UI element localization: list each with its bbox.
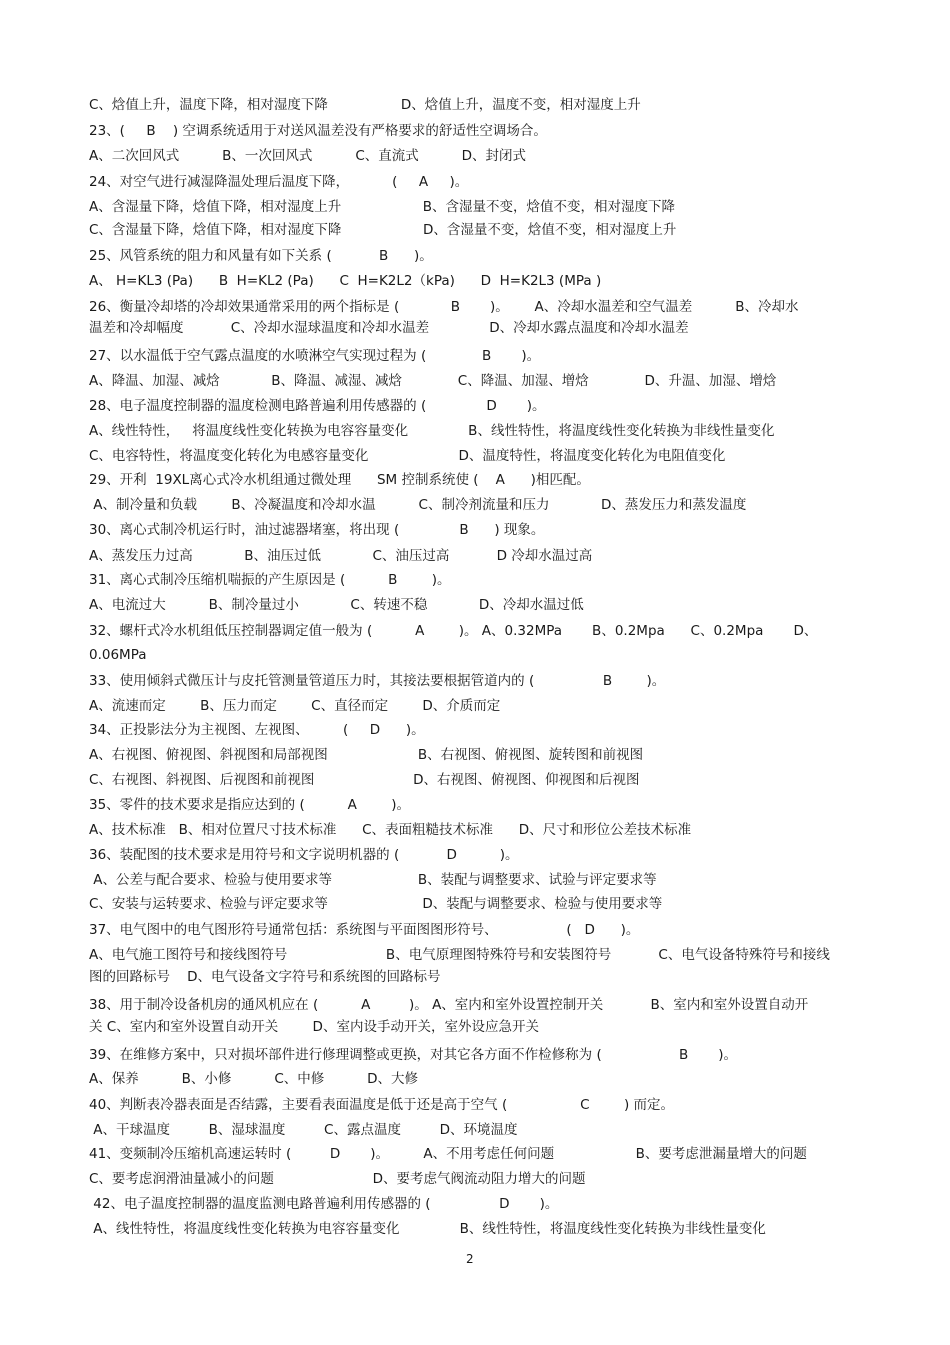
text-line: 41、变频制冷压缩机高速运转时 ( D )。 A、不用考虑任何问题 B、要考虑泄漏量增大的问题 [89, 1146, 807, 1162]
text-line: C、要考虑润滑油量减小的问题 D、要考虑气阀流动阻力增大的问题 [89, 1171, 586, 1187]
text-line: A、蒸发压力过高 B、油压过低 C、油压过高 D 冷却水温过高 [89, 548, 593, 564]
text-line: C、右视图、斜视图、后视图和前视图 D、右视图、俯视图、仰视图和后视图 [89, 772, 640, 788]
text-line: C、安装与运转要求、检验与评定要求等 D、装配与调整要求、检验与使用要求等 [89, 896, 663, 912]
text-line: 31、离心式制冷压缩机喘振的产生原因是 ( B )。 [89, 572, 451, 588]
text-line: A、线性特性，将温度线性变化转换为电容容量变化 B、线性特性，将温度线性变化转换为非线性量变化 [89, 1221, 766, 1237]
text-line: A、电气施工图符号和接线图符号 B、电气原理图特殊符号和安装图符号 C、电气设备特殊符号和接线 [89, 947, 830, 963]
text-line: 30、离心式制冷机运行时，油过滤器堵塞，将出现 ( B ) 现象。 [89, 522, 545, 538]
text-line: 36、装配图的技术要求是用符号和文字说明机器的 ( D )。 [89, 847, 519, 863]
text-line: C、焓值上升，温度下降，相对湿度下降 D、焓值上升，温度不变，相对湿度上升 [89, 97, 641, 113]
text-line: A、保养 B、小修 C、中修 D、大修 [89, 1071, 419, 1087]
text-line: 38、用于制冷设备机房的通风机应在 ( A )。 A、室内和室外设置控制开关 B、室内和室外设置自动开 [89, 997, 809, 1013]
text-line: 图的回路标号 D、电气设备文字符号和系统图的回路标号 [89, 969, 441, 985]
text-line: A、右视图、俯视图、斜视图和局部视图 B、右视图、俯视图、旋转图和前视图 [89, 747, 644, 763]
text-line: 关 C、室内和室外设置自动开关 D、室内设手动开关，室外设应急开关 [89, 1019, 539, 1035]
text-line: 32、螺杆式冷水机组低压控制器调定值一般为 ( A )。 A、0.32MPa B、0.2Mpa C、0.2Mpa D、 [89, 623, 818, 639]
text-line: 28、电子温度控制器的温度检测电路普遍利用传感器的 ( D )。 [89, 398, 546, 414]
text-line: 温差和冷却幅度 C、冷却水湿球温度和冷却水温差 D、冷却水露点温度和冷却水温差 [89, 320, 689, 336]
text-line: 27、以水温低于空气露点温度的水喷淋空气实现过程为 ( B )。 [89, 348, 541, 364]
text-line: A、 H=KL3 (Pa) B H=KL2 (Pa) C H=K2L2（kPa) D H=K2L3 (MPa ) [89, 273, 602, 289]
text-line: 35、零件的技术要求是指应达到的 ( A )。 [89, 797, 410, 813]
text-line: C、电容特性，将温度变化转化为电感容量变化 D、温度特性，将温度变化转化为电阻值变化 [89, 448, 726, 464]
text-line: C、含湿量下降，焓值下降，相对湿度下降 D、含湿量不变，焓值不变，相对湿度上升 [89, 222, 677, 238]
text-line: A、线性特性， 将温度线性变化转换为电容容量变化 B、线性特性，将温度线性变化转换为非线性量变化 [89, 423, 775, 439]
text-line: A、流速而定 B、压力而定 C、直径而定 D、介质而定 [89, 698, 501, 714]
text-line: A、降温、加湿、减焓 B、降温、减湿、减焓 C、降温、加湿、增焓 D、升温、加湿、增焓 [89, 373, 777, 389]
text-line: 24、对空气进行减湿降温处理后温度下降， ( A )。 [89, 174, 469, 190]
text-line: A、含湿量下降，焓值下降，相对湿度上升 B、含湿量不变，焓值不变，相对湿度下降 [89, 199, 676, 215]
text-line: A、公差与配合要求、检验与使用要求等 B、装配与调整要求、试验与评定要求等 [89, 872, 657, 888]
text-line: A、电流过大 B、制冷量过小 C、转速不稳 D、冷却水温过低 [89, 597, 584, 613]
text-line: 0.06MPa [89, 647, 147, 663]
text-line: 40、判断表冷器表面是否结露，主要看表面温度是低于还是高于空气 ( C ) 而定。 [89, 1097, 675, 1113]
text-line: 25、风管系统的阻力和风量有如下关系 ( B )。 [89, 248, 433, 264]
page-number: 2 [466, 1252, 474, 1266]
text-line: A、制冷量和负载 B、冷凝温度和冷却水温 C、制冷剂流量和压力 D、蒸发压力和蒸发温度 [89, 497, 747, 513]
text-line: 23、( B ) 空调系统适用于对送风温差没有严格要求的舒适性空调场合。 [89, 123, 547, 139]
text-line: A、干球温度 B、湿球温度 C、露点温度 D、环境温度 [89, 1122, 518, 1138]
text-line: 37、电气图中的电气图形符号通常包括：系统图与平面图图形符号、 ( D )。 [89, 922, 640, 938]
text-line: 33、使用倾斜式微压计与皮托管测量管道压力时，其接法要根据管道内的 ( B )。 [89, 673, 666, 689]
text-line: 39、在维修方案中，只对损坏部件进行修理调整或更换，对其它各方面不作检修称为 ( B )。 [89, 1047, 738, 1063]
text-line: 26、衡量冷却塔的冷却效果通常采用的两个指标是 ( B )。 A、冷却水温差和空气温差 B、冷却水 [89, 299, 799, 315]
text-line: 29、开利 19XL离心式冷水机组通过微处理 SM 控制系统使 ( A )相匹配。 [89, 472, 590, 488]
text-line: 34、正投影法分为主视图、左视图、 ( D )。 [89, 722, 425, 738]
text-line: 42、电子温度控制器的温度监测电路普遍利用传感器的 ( D )。 [89, 1196, 559, 1212]
text-line: A、二次回风式 B、一次回风式 C、直流式 D、封闭式 [89, 148, 527, 164]
text-line: A、技术标准 B、相对位置尺寸技术标准 C、表面粗糙技术标准 D、尺寸和形位公差技术标准 [89, 822, 692, 838]
